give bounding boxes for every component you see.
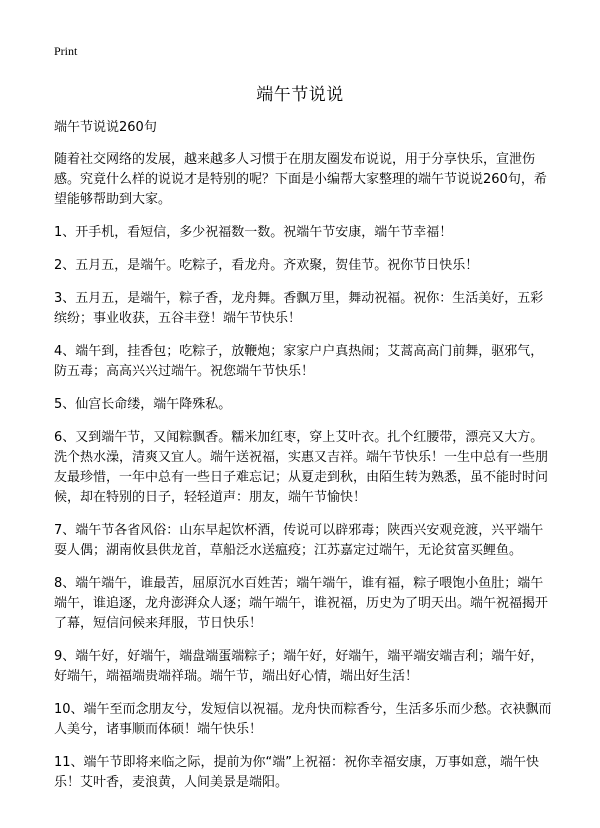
list-item: 2、五月五，是端午。吃粽子，看龙舟。齐欢聚，贺佳节。祝你节日快乐！ bbox=[54, 258, 479, 273]
article-intro: 随着社交网络的发展，越来越多人习惯于在朋友圈发布说说，用于分享快乐，宣泄伤感。究竟什么样的说说才是特别的呢？下面是小编帮大家整理的端午节说说260句，希望能够帮助到大家。 bbox=[54, 152, 547, 207]
print-link[interactable]: Print bbox=[54, 44, 78, 58]
list-item: 3、五月五，是端午，粽子香，龙舟舞。香飘万里，舞动祝福。祝你：生活美好，五彩缤纷；事业收获，五谷丰登！端午节快乐！ bbox=[54, 291, 544, 326]
list-item: 6、又到端午节，又闻粽飘香。糯米加红枣，穿上艾叶衣。扎个红腰带，漂亮又大方。洗个热水澡，清爽又宜人。端午送祝福，实惠又吉祥。端午节快乐！一生中总有一些朋友最珍惜，一年中总有一些日子难忘记；从夏走到秋，由陌生转为熟悉，虽不能时时问候，却在特别的日子，轻轻道声：朋友，端午节愉快！ bbox=[54, 430, 549, 505]
list-item: 11、端午节即将来临之际，提前为你“端”上祝福：祝你幸福安康，万事如意，端午快乐！艾叶香，麦浪黄，人间美景是端阳。 bbox=[54, 755, 540, 790]
article-subtitle: 端午节说说260句 bbox=[54, 120, 157, 135]
list-item: 4、端午到，挂香包；吃粽子，放鞭炮；家家户户真热闹；艾蒿高高门前舞，驱邪气，防五毒；高高兴兴过端午。祝您端午节快乐！ bbox=[54, 344, 544, 379]
article-body bbox=[54, 118, 554, 806]
list-item: 1、开手机，看短信，多少祝福数一数。祝端午节安康，端午节幸福！ bbox=[54, 225, 453, 240]
list-item: 5、仙宫长命缕，端午降殊私。 bbox=[54, 397, 232, 412]
list-item: 10、端午至而念朋友兮，发短信以祝福。龙舟快而粽香兮，生活多乐而少愁。衣袂飘而人美兮，诸事顺而体硕！端午快乐！ bbox=[54, 702, 552, 737]
list-item: 8、端午端午，谁最苦，屈原沉水百姓苦；端午端午，谁有福，粽子喂饱小鱼肚；端午端午，谁追逐，龙舟澎湃众人逐；端午端午，谁祝福，历史为了明天出。端午祝福揭开了幕，短信问候来拜服，节日快乐！ bbox=[54, 576, 549, 631]
list-item: 9、端午好，好端午，端盘端蛋端粽子；端午好，好端午，端平端安端吉利；端午好，好端午，端福端贵端祥瑞。端午节，端出好心情，端出好生活！ bbox=[54, 649, 544, 684]
page-title: 端午节说说 bbox=[256, 85, 344, 105]
list-item: 7、端午节各省风俗：山东早起饮杯酒，传说可以辟邪毒；陕西兴安观竞渡，兴平端午耍人偶；湖南攸县供龙首，草船泛水送瘟疫；江苏嘉定过端午，无论贫富买鲤鱼。 bbox=[54, 523, 544, 558]
